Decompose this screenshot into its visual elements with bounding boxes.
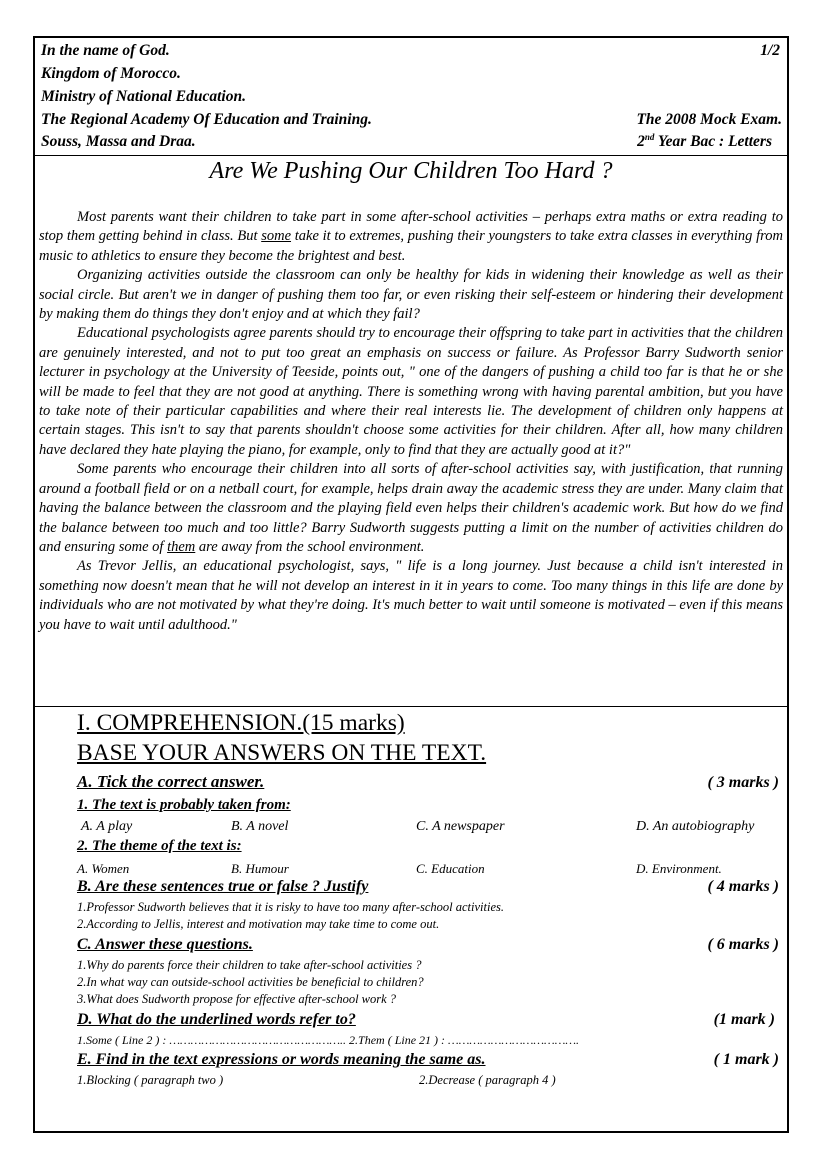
section-a-heading: A. Tick the correct answer. (77, 772, 265, 791)
section-e-marks: ( 1 mark ) (713, 1051, 779, 1068)
header-line-4: The Regional Academy Of Education and Training. (41, 111, 372, 128)
section-c-marks: ( 6 marks ) (707, 936, 779, 953)
section-d-heading: D. What do the underlined words refer to? (77, 1011, 356, 1028)
q1-option-c: C. A newspaper (416, 819, 505, 834)
question-1: 1. The text is probably taken from: (77, 797, 291, 813)
level-rest: Year Bac : Letters (654, 133, 772, 150)
comprehension-heading: I. COMPREHENSION.(15 marks) (77, 710, 405, 736)
section-d-marks: (1 mark ) (713, 1011, 775, 1028)
q1-option-b: B. A novel (231, 819, 289, 834)
exam-page-frame (33, 36, 789, 1133)
section-e-item-1: 1.Blocking ( paragraph two ) (77, 1073, 224, 1087)
exam-title: The 2008 Mock Exam. (636, 111, 782, 128)
section-b-heading: B. Are these sentences true or false ? Justify (77, 878, 369, 895)
paragraph-4-start: Some parents who encourage their children into all sorts of after-school activities say, with justification, that running around a football field or on a netball court, for example, helps drain away the academic stress they are under. Many claim that having the balance between the classroom and the playing field even helps their children's academic work. But how do we find the balance between too much and too little? Barry Sudworth suggests putting a limit on the number of activities children do and ensuring some of (39, 461, 783, 555)
underlined-word-some: some (261, 228, 292, 245)
section-e-item-2: 2.Decrease ( paragraph 4 ) (419, 1073, 556, 1087)
section-c-heading: C. Answer these questions. (77, 936, 253, 953)
section-b-marks: ( 4 marks ) (707, 878, 779, 895)
section-c-item-1: 1.Why do parents force their children to take after-school activities ? (77, 958, 422, 972)
section-e-heading: E. Find in the text expressions or words meaning the same as. (77, 1051, 486, 1068)
header-line-3: Ministry of National Education. (41, 88, 246, 105)
q1-option-d: D. An autobiography (636, 819, 755, 834)
paragraph-4-end: are away from the school environment. (195, 538, 425, 555)
paragraph-1-start: Most parents want their children to take part in some after-school activities – perhaps extra maths or extra reading to stop them getting behind in class. But (39, 209, 783, 245)
section-d-answer-line: 1.Some ( Line 2 ) : ………………………………………….. 2.Them ( Line 21 ) : ………………………………. (77, 1033, 580, 1047)
paragraph-4 (39, 460, 783, 557)
page-number: 1/2 (760, 42, 780, 59)
exam-level (637, 131, 772, 153)
header-line-1: In the name of God. (41, 42, 170, 59)
q2-option-b: B. Humour (231, 861, 289, 876)
section-b-item-2: 2.According to Jellis, interest and motivation may take time to come out. (77, 917, 440, 931)
q1-option-a: A. A play (81, 819, 133, 834)
q2-option-d: D. Environment. (636, 861, 722, 876)
paragraph-5: As Trevor Jellis, an educational psychologist, says, " life is a long journey. Just because a child isn't interested in something now doesn't mean that he will not develop an interest in it in years to come. Too many things in this life are done by individuals who are not motivated by what they're doing. It's much better to wait until someone is motivated – even if this means you have to wait until adulthood." (39, 558, 783, 633)
level-prefix: 2 (637, 133, 645, 150)
section-b-item-1: 1.Professor Sudworth believes that it is risky to have too many after-school activities. (77, 900, 505, 914)
question-2: 2. The theme of the text is: (77, 838, 242, 854)
section-c-item-2: 2.In what way can outside-school activities be beneficial to children? (77, 975, 424, 989)
text-divider (35, 706, 787, 707)
paragraph-3: Educational psychologists agree parents should try to encourage their offspring to take part in activities that the children are genuinely interested, and not to put too great an emphasis on success or failure. As Professor Barry Sudworth senior lecturer in psychology at the University of Teeside, points out, " one of the dangers of pushing a child too far is that he or she will be made to feel that they are not good at anything. There is something wrong with having parental ambition, but you have to take note of their particular capabilities and where their real interests lie. The development of children only happens at certain stages. This isn't to say that parents shouldn't choose some activities for their children. After all, how many children have declared they hate playing the piano, for example, only to find that they are actually good at it?" (39, 325, 783, 458)
level-superscript: nd (644, 131, 655, 142)
paragraph-1-end: take it to extremes, pushing their youngsters to take extra classes in everything from music to athletics to ensure they become the brightest and best. (39, 228, 783, 264)
comprehension-subheading: BASE YOUR ANSWERS ON THE TEXT. (77, 740, 487, 766)
header-line-2: Kingdom of Morocco. (41, 65, 181, 82)
underlined-word-them: them (167, 538, 196, 555)
header-line-5: Souss, Massa and Draa. (41, 133, 196, 150)
paragraph-1 (39, 208, 783, 266)
section-a-marks: ( 3 marks ) (707, 774, 779, 791)
text-title: Are We Pushing Our Children Too Hard ? (209, 158, 613, 184)
q2-option-c: C. Education (416, 861, 485, 876)
exam-header (37, 40, 786, 156)
paragraph-2: Organizing activities outside the classroom can only be healthy for kids in widening their knowledge as well as their social circle. But aren't we in danger of pushing them too far, or even risking their self-esteem or hindering their development by making them do things they don't enjoy and at which they fail? (39, 267, 783, 323)
section-c-item-3: 3.What does Sudworth propose for effective after-school work ? (77, 992, 397, 1006)
q2-option-a: A. Women (77, 861, 130, 876)
reading-text (39, 208, 783, 635)
